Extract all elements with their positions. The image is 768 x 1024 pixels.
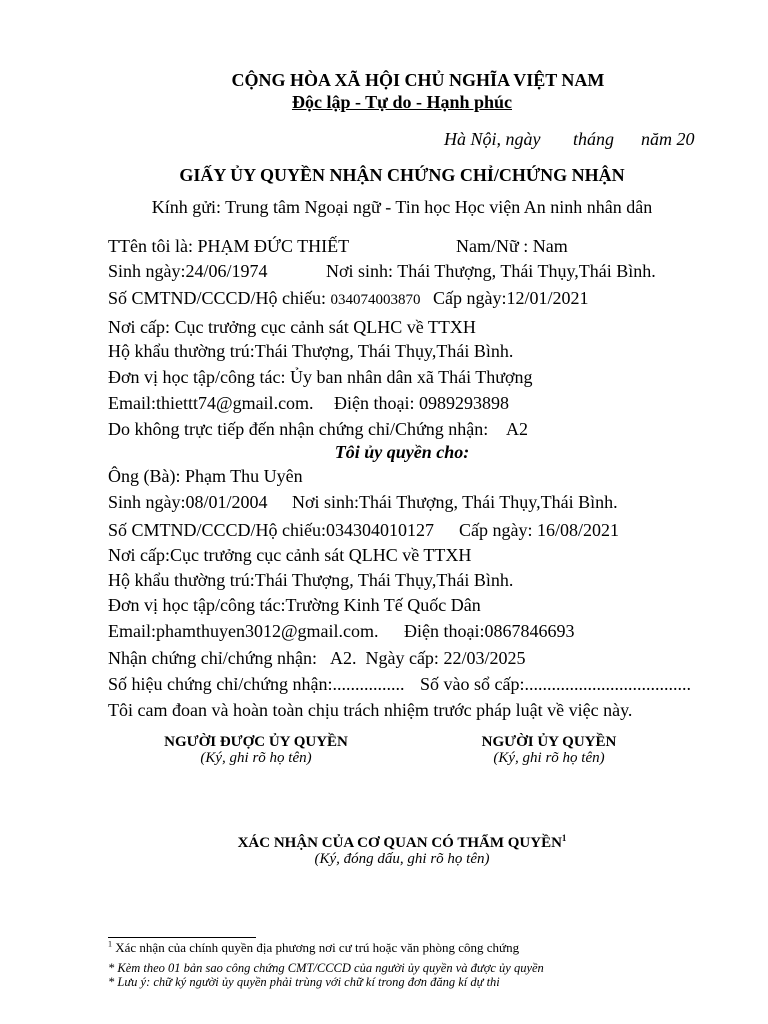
verification-footnote-ref: 1 [561,833,567,843]
grantor-id-label: Số CMTND/CCCD/Hộ chiếu: [108,288,327,308]
recipient-line: Kính gửi: Trung tâm Ngoại ngữ - Tin học Học viện An ninh nhân dân [151,197,653,217]
grantee-id-line [108,519,434,541]
commitment-statement: Tôi cam đoan và hoàn toàn chịu trách nhiệm trước pháp luật về việc này. [108,700,633,720]
grantor-residence: Thái Thượng, Thái Thụy,Thái Bình. [254,341,514,361]
grantor-pob-line [326,260,656,282]
grantee-workplace: Trường Kinh Tế Quốc Dân [285,595,481,615]
verification-title-text: XÁC NHẬN CỦA CƠ QUAN CÓ THẨM QUYỀN [237,835,562,851]
grantee-phone-line [404,620,574,642]
footnote-divider [108,937,256,938]
place-day: Hà Nội, ngày [444,129,541,149]
grantor-issue-date-label: Cấp ngày: [433,288,507,308]
national-motto: Độc lập - Tự do - Hạnh phúc [291,92,513,112]
grantee-email-label: Email: [108,621,156,641]
date-month: tháng [573,129,615,149]
grantor-workplace-line [108,366,533,388]
grantee-receive-date-label: Ngày cấp: [365,648,439,668]
grantor-phone: 0989293898 [418,393,509,413]
grantee-certificate: A2. [329,648,357,668]
grantor-phone-label: Điện thoại: [334,393,415,413]
grantee-phone-label: Điện thoại: [404,621,485,641]
grantee-email-line [108,620,379,642]
grantor-signature-title: NGƯỜI ỦY QUYỀN [481,734,617,750]
document-title: GIẤY ỦY QUYỀN NHẬN CHỨNG CHỈ/CHỨNG NHẬN [179,165,625,185]
grantee-phone: 0867846693 [484,621,575,641]
grantee-issuer-line [108,544,471,566]
grantee-pob-label: Nơi sinh: [292,492,360,512]
grantor-issue-date: 12/01/2021 [506,288,589,308]
grantee-name-label: Ông (Bà): [108,466,181,486]
grantor-email-label: Email: [108,393,156,413]
signature-note: * Lưu ý: chữ ký người ủy quyền phải trùng với chữ kí trong đơn đăng kí dự thi [108,975,500,989]
grantor-email: thiettt74@gmail.com. [156,393,314,413]
grantor-residence-line [108,340,513,362]
grantee-dob-label: Sinh ngày: [108,492,186,512]
register-number-line [420,673,691,695]
grantor-issuer: Cục trưởng cục cảnh sát QLHC về TTXH [174,317,476,337]
grantee-name: Phạm Thu Uyên [184,466,303,486]
grantee-issue-date-line [459,519,619,541]
footnote [108,940,519,955]
national-title: CỘNG HÒA XÃ HỘI CHỦ NGHĨA VIỆT NAM [231,70,605,90]
grantee-dob: 08/01/2004 [185,492,268,512]
footnote-marker: 1 [108,939,112,949]
grantor-pob-label: Nơi sinh: [326,261,394,281]
authorize-heading: Tôi ủy quyền cho: [334,442,470,462]
grantee-pob-line [292,491,618,513]
grantee-issue-date-label: Cấp ngày: [459,520,533,540]
grantor-dob-label: Sinh ngày: [108,261,186,281]
certificate-serial-blank: ................ [332,674,405,694]
grantor-dob-line [108,260,268,282]
certificate-serial-line [108,673,404,695]
date-year: năm 20 [641,129,695,149]
grantor-phone-line [334,392,509,414]
register-number-blank: ..................................... [524,674,691,694]
grantor-certificate: A2 [506,419,528,439]
grantor-gender: Nam [532,236,568,256]
grantee-issuer: Cục trưởng cục cảnh sát QLHC về TTXH [170,545,472,565]
grantor-pob: Thái Thượng, Thái Thụy,Thái Bình. [397,261,656,281]
grantor-id-line [108,287,421,311]
grantor-id-number: 034074003870 [330,292,421,308]
register-number-label: Số vào sổ cấp: [420,674,525,694]
grantee-signature-note: (Ký, ghi rõ họ tên) [200,750,312,766]
grantor-workplace-label: Đơn vị học tập/công tác: [108,367,286,387]
grantee-signature-title: NGƯỜI ĐƯỢC ỦY QUYỀN [164,734,348,750]
grantee-name-line [108,465,303,487]
attachment-note: * Kèm theo 01 bản sao công chứng CMT/CCCD của người ủy quyền và được ủy quyền [108,961,544,975]
grantor-issuer-label: Nơi cấp: [108,317,170,337]
grantor-issue-date-line [433,287,589,309]
grantor-name-line [108,235,349,257]
grantee-email: phamthuyen3012@gmail.com. [156,621,379,641]
grantee-id-number: 034304010127 [326,520,435,540]
grantee-receive-line [108,647,525,669]
footnote-text: Xác nhận của chính quyền địa phương nơi cư trú hoặc văn phòng công chứng [115,940,520,955]
grantor-name-label: TTên tôi là: [108,236,193,256]
grantor-workplace: Ủy ban nhân dân xã Thái Thượng [289,367,533,387]
grantee-issue-date: 16/08/2021 [537,520,620,540]
grantor-reason: Do không trực tiếp đến nhận chứng chỉ/Chứng nhận: [108,419,489,439]
grantee-receive-label: Nhận chứng chỉ/chứng nhận: [108,648,317,668]
grantee-workplace-line [108,594,481,616]
grantee-receive-date: 22/03/2025 [443,648,526,668]
grantee-residence-line [108,569,513,591]
grantee-pob: Thái Thượng, Thái Thụy,Thái Bình. [359,492,618,512]
grantor-issuer-line [108,316,476,338]
grantor-signature-note: (Ký, ghi rõ họ tên) [493,750,605,766]
grantor-residence-label: Hộ khẩu thường trú: [108,341,255,361]
grantee-residence-label: Hộ khẩu thường trú: [108,570,255,590]
grantee-residence: Thái Thượng, Thái Thụy,Thái Bình. [254,570,514,590]
grantor-gender-label: Nam/Nữ : [456,236,529,256]
grantor-dob: 24/06/1974 [185,261,268,281]
grantee-id-label: Số CMTND/CCCD/Hộ chiếu: [108,520,327,540]
verification-note: (Ký, đóng dấu, ghi rõ họ tên) [314,851,490,867]
grantor-email-line [108,392,314,414]
certificate-serial-label: Số hiệu chứng chỉ/chứng nhận: [108,674,333,694]
grantee-dob-line [108,491,268,513]
grantee-workplace-label: Đơn vị học tập/công tác: [108,595,286,615]
grantee-issuer-label: Nơi cấp: [108,545,170,565]
grantor-gender-line [456,235,568,257]
grantor-name: PHẠM ĐỨC THIẾT [197,236,350,256]
